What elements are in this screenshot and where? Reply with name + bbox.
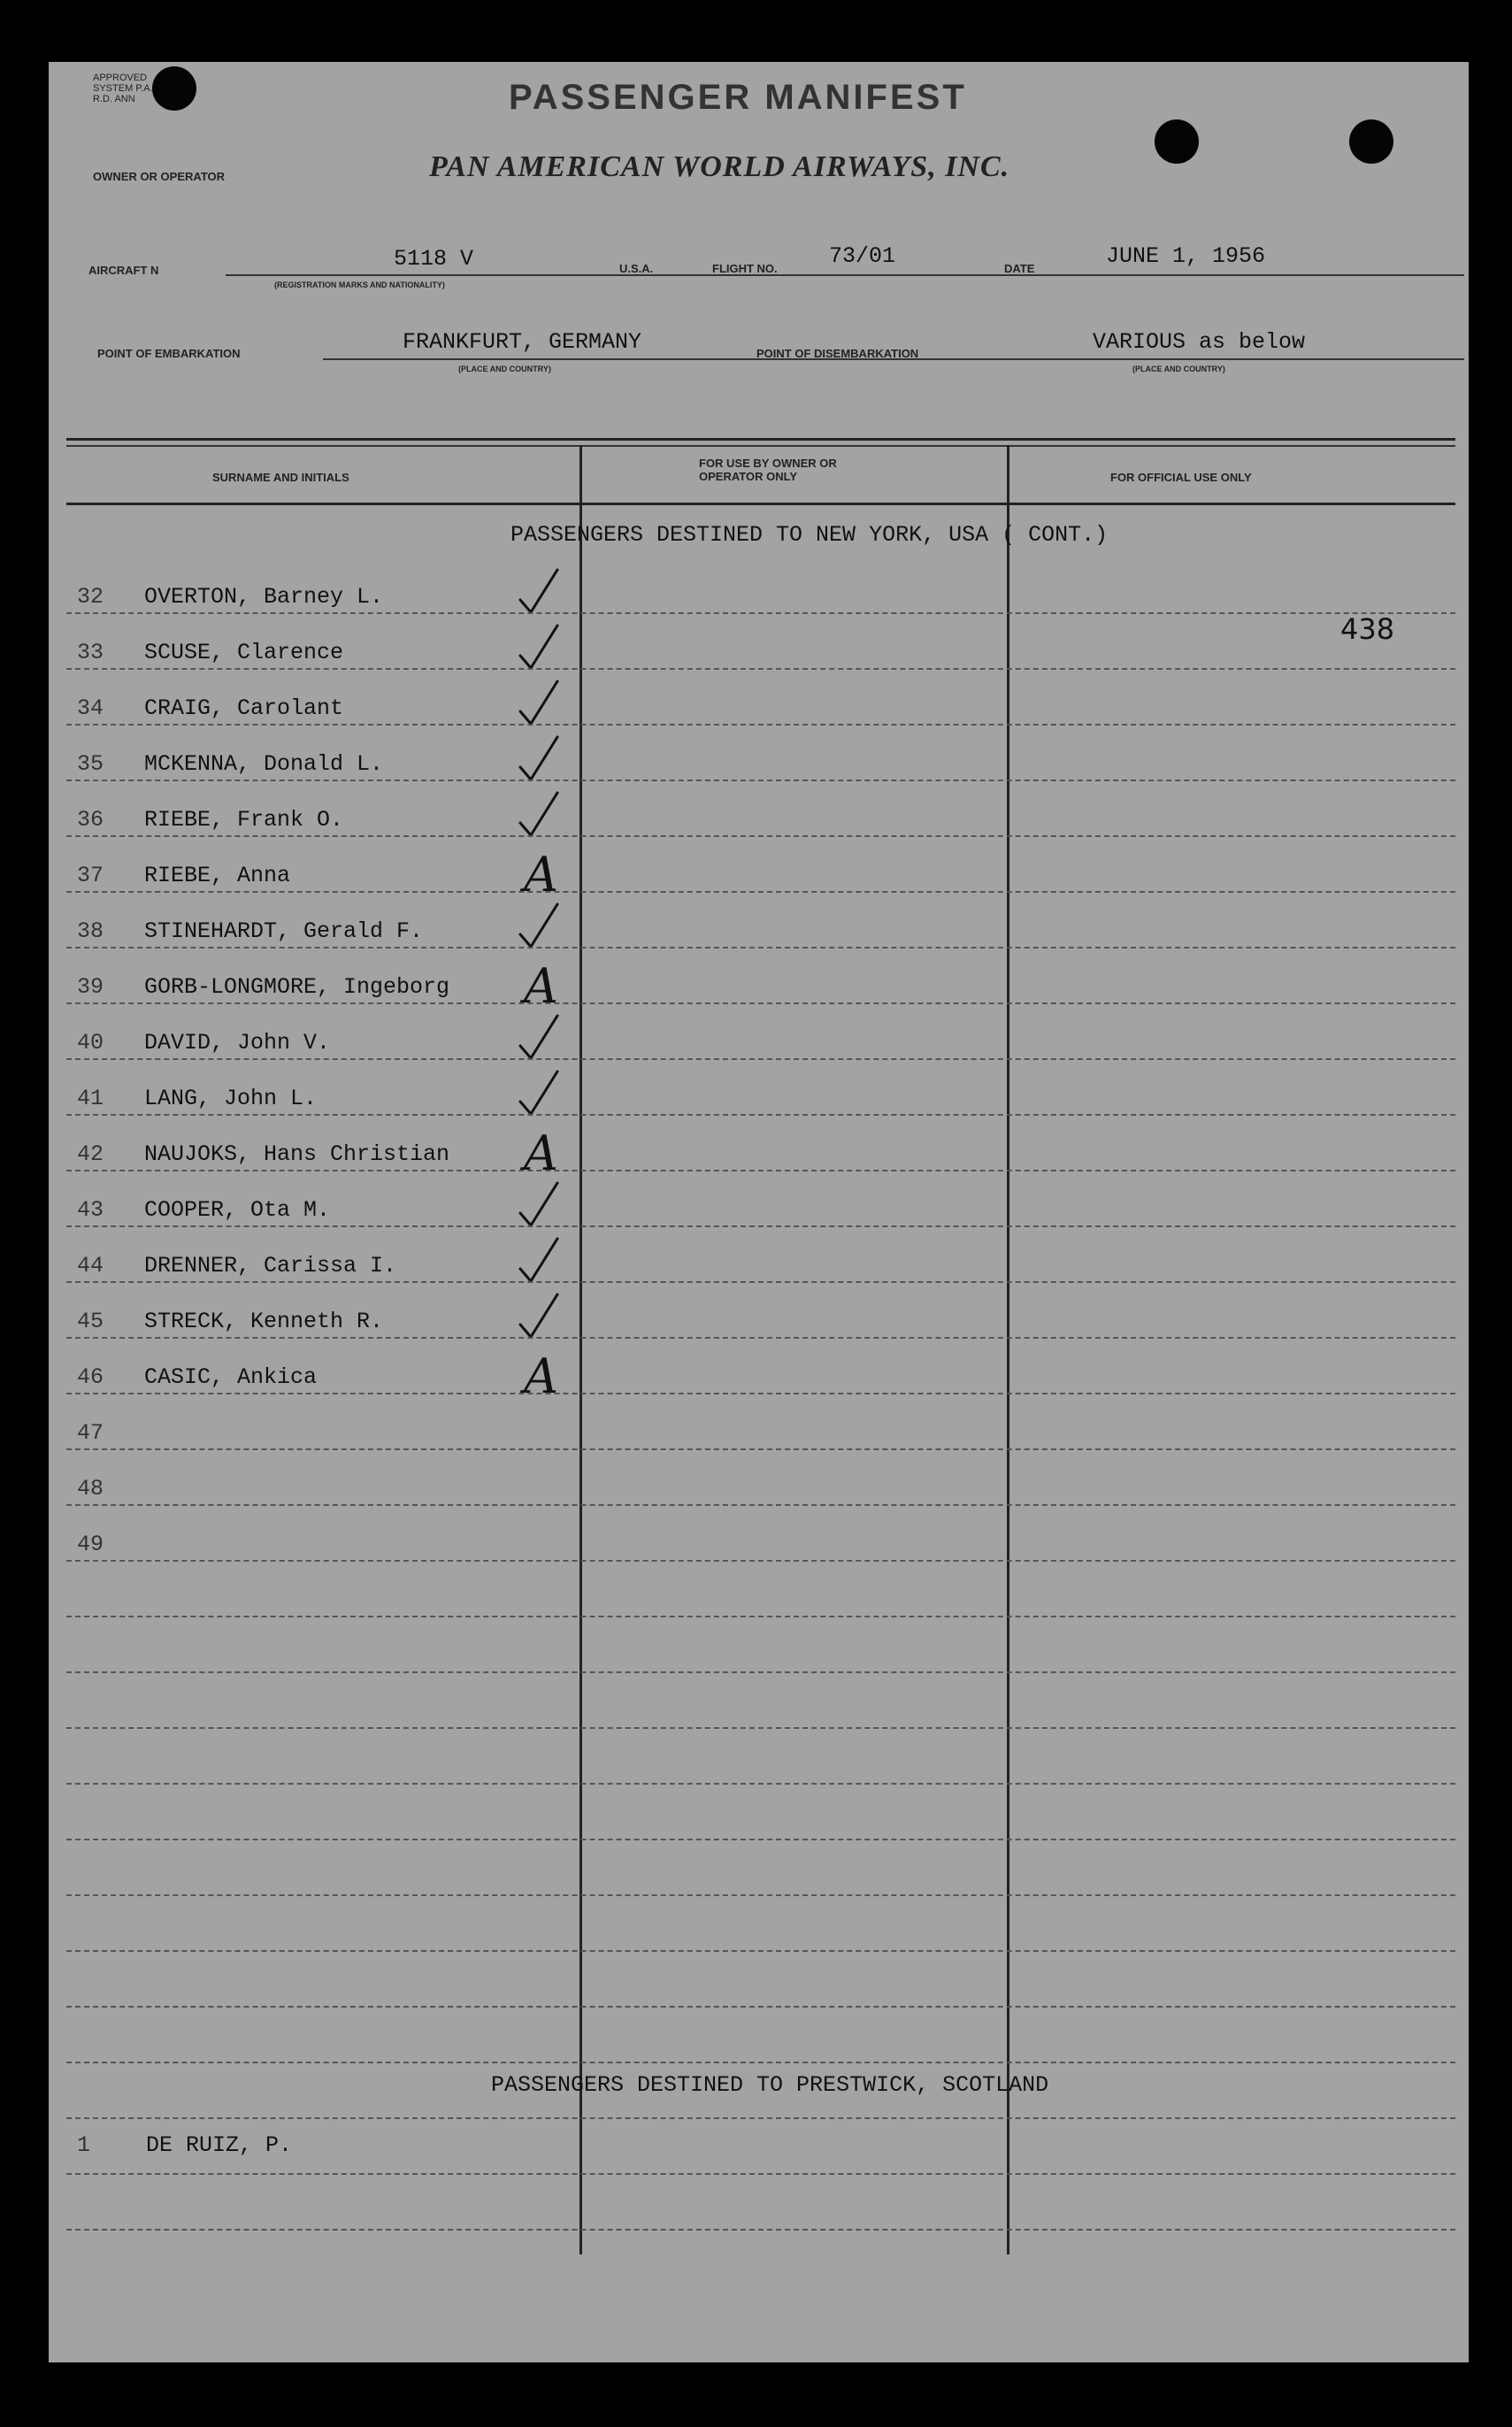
ruling-line <box>66 1950 1455 1952</box>
flight-label: FLIGHT NO. <box>712 262 778 275</box>
svg-text:A: A <box>524 1125 558 1175</box>
ruling-line <box>66 1839 1455 1840</box>
ruling-line <box>66 780 1455 781</box>
ruling-line <box>66 1058 1455 1060</box>
embarkation-label: POINT OF EMBARKATION <box>97 347 241 360</box>
admitted-mark-icon <box>513 1345 566 1398</box>
row-number: 47 <box>77 1420 104 1446</box>
ruling-line <box>66 1002 1455 1004</box>
section-new-york: PASSENGERS DESTINED TO NEW YORK, USA ( CONT.) <box>510 522 1109 548</box>
row-number: 1 <box>77 2132 91 2158</box>
ruling-line <box>66 1560 1455 1562</box>
passenger-name: DRENNER, Carissa I. <box>144 1253 397 1279</box>
row-number: 46 <box>77 1364 104 1390</box>
checkmark-icon <box>513 676 566 729</box>
checkmark-icon <box>513 565 566 618</box>
passenger-name: RIEBE, Anna <box>144 863 291 888</box>
passenger-name: STRECK, Kenneth R. <box>144 1309 384 1334</box>
ruling-line <box>66 1114 1455 1116</box>
svg-text:A: A <box>524 847 558 896</box>
row-number: 39 <box>77 974 104 1000</box>
checkmark-icon <box>513 1010 566 1064</box>
row-number: 43 <box>77 1197 104 1223</box>
passenger-name: GORB-LONGMORE, Ingeborg <box>144 974 450 1000</box>
checkmark-icon <box>513 732 566 785</box>
column-divider <box>1007 445 1009 2254</box>
manifest-page <box>49 62 1469 2362</box>
checkmark-icon <box>513 1066 566 1119</box>
row-number: 36 <box>77 807 104 833</box>
checkmark-icon <box>513 1178 566 1231</box>
flight-date: JUNE 1, 1956 <box>1106 243 1266 269</box>
punch-hole <box>152 66 196 111</box>
punch-hole <box>1349 119 1393 164</box>
checkmark-icon <box>513 1233 566 1286</box>
ruling-line <box>66 2229 1455 2231</box>
punch-hole <box>1155 119 1199 164</box>
admitted-mark-icon <box>513 843 566 896</box>
ruling-line <box>66 1225 1455 1227</box>
row-number: 42 <box>77 1141 104 1167</box>
ruling-line <box>66 612 1455 614</box>
row-number: 40 <box>77 1030 104 1056</box>
passenger-name: STINEHARDT, Gerald F. <box>144 918 424 944</box>
manifest-title: PASSENGER MANIFEST <box>509 78 967 117</box>
ruling-line <box>66 668 1455 670</box>
ruling-line <box>66 1504 1455 1506</box>
passenger-name: DAVID, John V. <box>144 1030 331 1056</box>
ruling-line <box>66 1337 1455 1339</box>
row-number: 38 <box>77 918 104 944</box>
ruling-line <box>66 891 1455 893</box>
row-number: 34 <box>77 695 104 721</box>
checkmark-icon <box>513 1289 566 1342</box>
ruling-line <box>66 2062 1455 2063</box>
passenger-name: RIEBE, Frank O. <box>144 807 344 833</box>
row-number: 48 <box>77 1476 104 1502</box>
column-surname: SURNAME AND INITIALS <box>212 471 349 484</box>
ruling-line <box>66 1448 1455 1450</box>
aircraft-label: AIRCRAFT N <box>88 264 159 277</box>
passenger-name: SCUSE, Clarence <box>144 640 344 665</box>
column-official-use: FOR OFFICIAL USE ONLY <box>1110 471 1252 484</box>
column-divider <box>579 445 582 2254</box>
ruling-line <box>66 835 1455 837</box>
ruling-line <box>66 1281 1455 1283</box>
ruling-line <box>66 2173 1455 2175</box>
disembarkation-caption: (PLACE AND COUNTRY) <box>1132 365 1225 373</box>
passenger-name: NAUJOKS, Hans Christian <box>144 1141 450 1167</box>
ruling-line <box>66 1894 1455 1896</box>
ruling-line <box>66 1783 1455 1785</box>
passenger-name: CRAIG, Carolant <box>144 695 344 721</box>
row-number: 32 <box>77 584 104 610</box>
ruling-line <box>66 1671 1455 1673</box>
row-number: 49 <box>77 1532 104 1557</box>
checkmark-icon <box>513 620 566 673</box>
admitted-mark-icon <box>513 955 566 1008</box>
ruling-line <box>66 947 1455 949</box>
section-prestwick: PASSENGERS DESTINED TO PRESTWICK, SCOTLAND <box>491 2072 1049 2098</box>
flight-number: 73/01 <box>829 243 896 269</box>
ruling-line <box>66 1727 1455 1729</box>
passenger-name: COOPER, Ota M. <box>144 1197 331 1223</box>
ruling-line <box>66 2006 1455 2008</box>
ruling-line <box>66 2117 1455 2119</box>
ruling-line <box>66 1393 1455 1394</box>
aircraft-value: 5118 V <box>394 246 474 272</box>
column-owner-use: FOR USE BY OWNER OR OPERATOR ONLY <box>699 457 837 483</box>
embarkation-caption: (PLACE AND COUNTRY) <box>458 365 551 373</box>
svg-text:A: A <box>524 1348 558 1398</box>
owner-label: OWNER OR OPERATOR <box>93 170 226 183</box>
checkmark-icon <box>513 899 566 952</box>
company-name: PAN AMERICAN WORLD AIRWAYS, INC. <box>429 150 1010 183</box>
ruling-line <box>66 1616 1455 1617</box>
passenger-name: MCKENNA, Donald L. <box>144 751 384 777</box>
usa-label: U.S.A. <box>619 262 654 275</box>
row-number: 45 <box>77 1309 104 1334</box>
checkmark-icon <box>513 787 566 841</box>
date-label: DATE <box>1004 262 1035 275</box>
row-number: 33 <box>77 640 104 665</box>
ruling-line <box>66 724 1455 726</box>
registration-caption: (REGISTRATION MARKS AND NATIONALITY) <box>274 280 445 289</box>
row-number: 41 <box>77 1086 104 1111</box>
row-number: 37 <box>77 863 104 888</box>
passenger-name: LANG, John L. <box>144 1086 318 1111</box>
passenger-name: OVERTON, Barney L. <box>144 584 384 610</box>
row-number: 44 <box>77 1253 104 1279</box>
svg-text:A: A <box>524 958 558 1008</box>
passenger-name: CASIC, Ankica <box>144 1364 318 1390</box>
embarkation-value: FRANKFURT, GERMANY <box>403 329 642 355</box>
approval-stamp: APPROVED SYSTEM P.A. R.D. ANN <box>93 73 153 104</box>
passenger-name: DE RUIZ, P. <box>146 2132 293 2158</box>
admitted-mark-icon <box>513 1122 566 1175</box>
official-note: 438 <box>1340 612 1395 646</box>
disembarkation-label: POINT OF DISEMBARKATION <box>756 347 919 360</box>
row-number: 35 <box>77 751 104 777</box>
ruling-line <box>66 1170 1455 1171</box>
disembarkation-value: VARIOUS as below <box>1093 329 1306 355</box>
